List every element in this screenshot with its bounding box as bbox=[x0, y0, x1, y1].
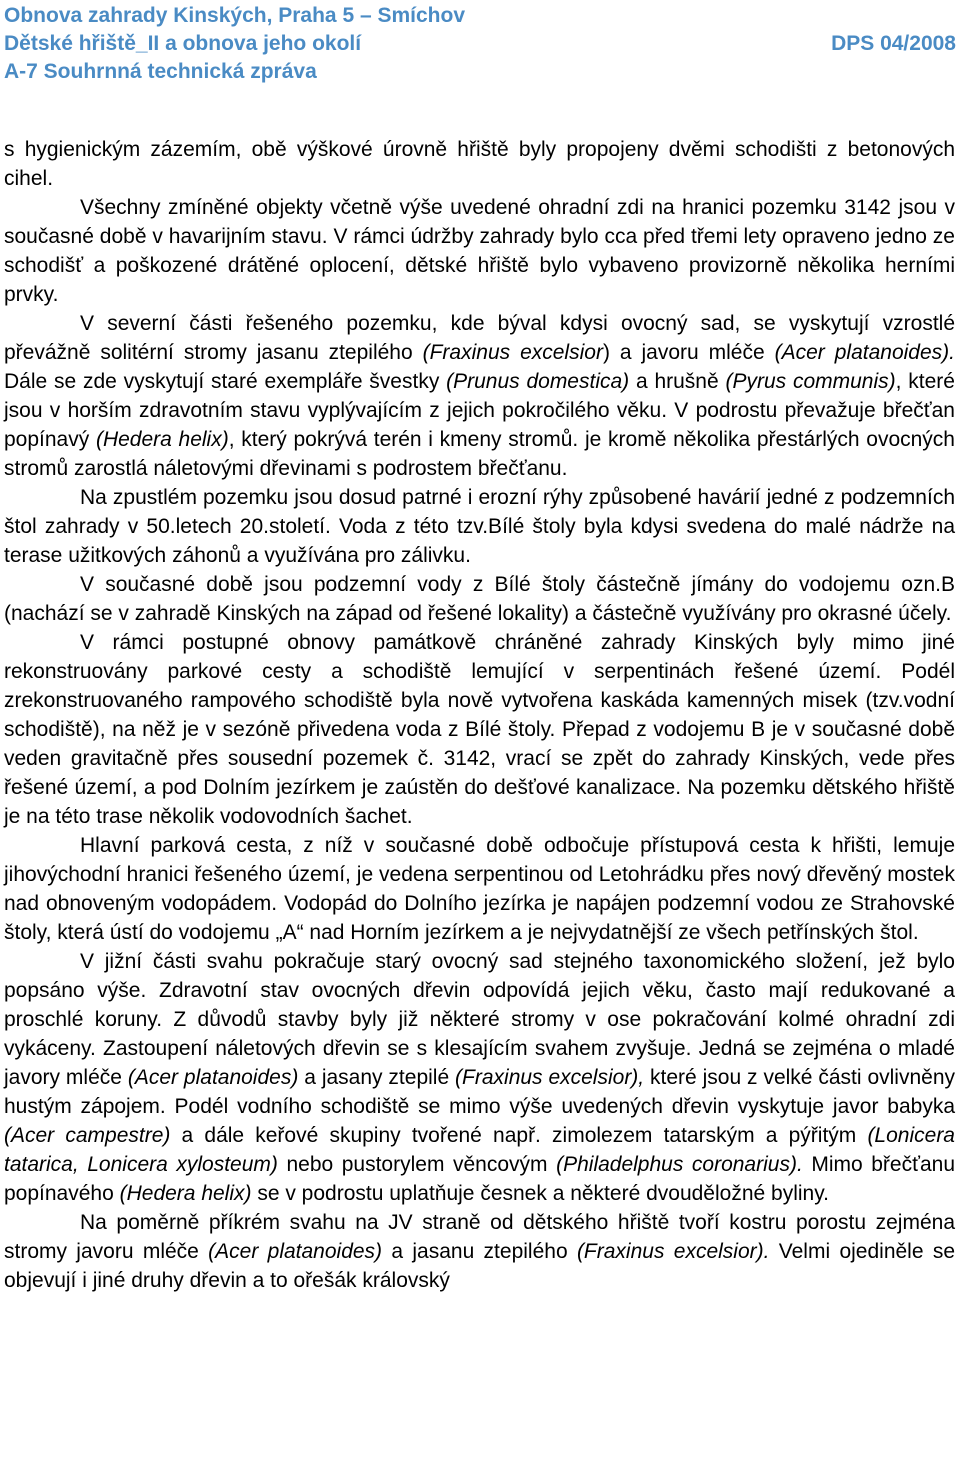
species-name-text: (Fraxinus excelsior), bbox=[455, 1066, 645, 1089]
project-title: Obnova zahrady Kinských, Praha 5 – Smíchov bbox=[4, 4, 466, 27]
paragraph-text: V současné době jsou podzemní vody z Bílé štoly částečně jímány do vodojemu ozn.B (nachází se v zahradě Kinských na západ od řešené lokality) a částečně využívány pro okrasné účely. bbox=[4, 573, 955, 625]
paragraph-text: V rámci postupné obnovy památkově chráněné zahrady Kinských byly mimo jiné rekonstruovány parkové cesty a schodiště lemující v serpentinách řešené území. Podél zrekonstruovaného rampového schodiště byla nově vytvořena kaskáda kamenných misek (tzv.vodní schodiště), na něž je v sezóně přivedena voda z Bílé štoly. Přepad z vodojemu B je v současné době veden gravitačně přes sousední pozemek č. 3142, vrací se zpět do zahrady Kinských, vede přes řešené území, a pod Dolním jezírkem je zaústěn do dešťové kanalizace. Na pozemku dětského hřiště je na této trase několik vodovodních šachet. bbox=[4, 631, 955, 828]
paragraph-text: s hygienickým zázemím, obě výškové úrovně hřiště byly propojeny dvěmi schodišti z betonových cihel. bbox=[4, 138, 955, 190]
paragraph-text: , které jsou v horším zdravotním stavu vyplývajícím z jejich pokročilého věku. V podrostu převažuje břečťan popínavý bbox=[4, 370, 955, 451]
paragraph-text: Na poměrně příkrém svahu na JV straně od dětského hřiště tvoří kostru porostu zejména stromy javoru mléče bbox=[4, 1211, 955, 1263]
paragraph-text: Všechny zmíněné objekty včetně výše uvedené ohradní zdi na hranici pozemku 3142 jsou v současné době v havarijním stavu. V rámci údržby zahrady bylo cca před třemi lety opraveno jedno ze schodišť a poškozené drátěné oplocení, dětské hřiště bylo vybaveno provizorně několika herními prvky. bbox=[4, 196, 955, 306]
paragraph-text: které jsou z velké části ovlivněny hustým zápojem. Podél vodního schodiště se mimo výše uvedených dřevin vyskytuje javor babyka bbox=[4, 1066, 956, 1118]
project-subtitle: Dětské hřiště_II a obnova jeho okolí bbox=[4, 32, 362, 55]
paragraph-text: a dále keřové skupiny tvořené např. zimolezem tatarským a pýřitým bbox=[170, 1124, 868, 1147]
body-paragraph bbox=[4, 1208, 955, 1295]
body-paragraph bbox=[4, 483, 955, 570]
species-name-text: (Fraxinus excelsior bbox=[422, 341, 603, 364]
body-paragraph bbox=[4, 193, 955, 309]
paragraph-text: ) a javoru mléče bbox=[602, 341, 775, 364]
body-paragraph bbox=[4, 628, 955, 831]
document-section-title: A-7 Souhrnná technická zpráva bbox=[4, 60, 317, 83]
paragraph-text: Mimo břečťanu popínavého bbox=[4, 1153, 955, 1205]
header-row-2 bbox=[4, 30, 956, 58]
paragraph-text: Dále se zde vyskytují staré exempláře švestky bbox=[4, 370, 447, 393]
paragraph-text: Velmi ojediněle se objevují i jiné druhy dřevin a to ořešák královský bbox=[4, 1240, 956, 1292]
paragraph-text: Hlavní parková cesta, z níž v současné době odbočuje přístupová cesta k hřišti, lemuje jihovýchodní hranici řešeného území, je vedena serpentinou od Letohrádku přes nový dřevěný mostek nad obnoveným vodopádem. Vodopád do Dolního jezírka je napájen podzemní vodou ze Strahovské štoly, která ústí do vodojemu „A“ nad Horním jezírkem a je nejvydatnější ze všech petřínských štol. bbox=[4, 834, 955, 944]
header-row-1 bbox=[4, 2, 956, 30]
species-name-text: (Hedera helix) bbox=[95, 428, 229, 451]
species-name-text: (Prunus domestica) bbox=[446, 370, 630, 393]
species-name-text: (Acer platanoides) bbox=[208, 1240, 383, 1263]
paragraph-text: V jižní části svahu pokračuje starý ovocný sad stejného taxonomického složení, jež bylo popsáno výše. Zdravotní stav ovocných dřevin odpovídá jejich věku, často mají redukované a proschlé koruny. Z důvodů stavby byly již některé stromy v ose pokračování kolmé ohradní zdi vykáceny. Zastoupení náletových dřevin se s klesajícím svahem zvyšuje. Jedná se zejména o mladé javory mléče bbox=[4, 950, 955, 1089]
body-paragraph bbox=[4, 135, 955, 193]
paragraph-text: a hrušně bbox=[629, 370, 726, 393]
species-name-text: (Acer platanoides) bbox=[127, 1066, 299, 1089]
body-paragraph bbox=[4, 570, 955, 628]
page-header bbox=[4, 2, 956, 86]
paragraph-text: V severní části řešeného pozemku, kde býval kdysi ovocný sad, se vyskytují vzrostlé převážně solitérní stromy jasanu ztepilého bbox=[4, 312, 955, 364]
paragraph-text: a jasany ztepilé bbox=[298, 1066, 456, 1089]
paragraph-text: se v podrostu uplatňuje česnek a některé dvouděložné byliny. bbox=[251, 1182, 829, 1205]
report-body bbox=[4, 135, 955, 1295]
body-paragraph bbox=[4, 947, 955, 1208]
paragraph-text: , který pokrývá terén i kmeny stromů. je kromě několika přestárlých ovocných stromů zarostlá náletovými dřevinami s podrostem břečťanu. bbox=[4, 428, 955, 480]
species-name-text: (Lonicera tatarica, Lonicera xylosteum) bbox=[4, 1124, 955, 1176]
species-name-text: (Acer platanoides). bbox=[774, 341, 955, 364]
paragraph-text: a jasanu ztepilého bbox=[382, 1240, 577, 1263]
body-paragraph bbox=[4, 831, 955, 947]
species-name-text: (Fraxinus excelsior). bbox=[576, 1240, 770, 1263]
body-paragraph bbox=[4, 309, 955, 483]
document-stage-date: DPS 04/2008 bbox=[831, 32, 956, 55]
paragraph-text: Na zpustlém pozemku jsou dosud patrné i erozní rýhy způsobené havárií jedné z podzemních štol zahrady v 50.letech 20.století. Voda z této tzv.Bílé štoly byla kdysi svedena do malé nádrže na terase užitkových záhonů a využívána pro zálivku. bbox=[4, 486, 955, 567]
species-name-text: (Hedera helix) bbox=[119, 1182, 252, 1205]
species-name-text: (Philadelphus coronarius). bbox=[556, 1153, 803, 1176]
species-name-text: (Pyrus communis) bbox=[725, 370, 896, 393]
header-row-3 bbox=[4, 58, 956, 86]
species-name-text: (Acer campestre) bbox=[4, 1124, 171, 1147]
paragraph-text: nebo pustorylem věncovým bbox=[277, 1153, 557, 1176]
